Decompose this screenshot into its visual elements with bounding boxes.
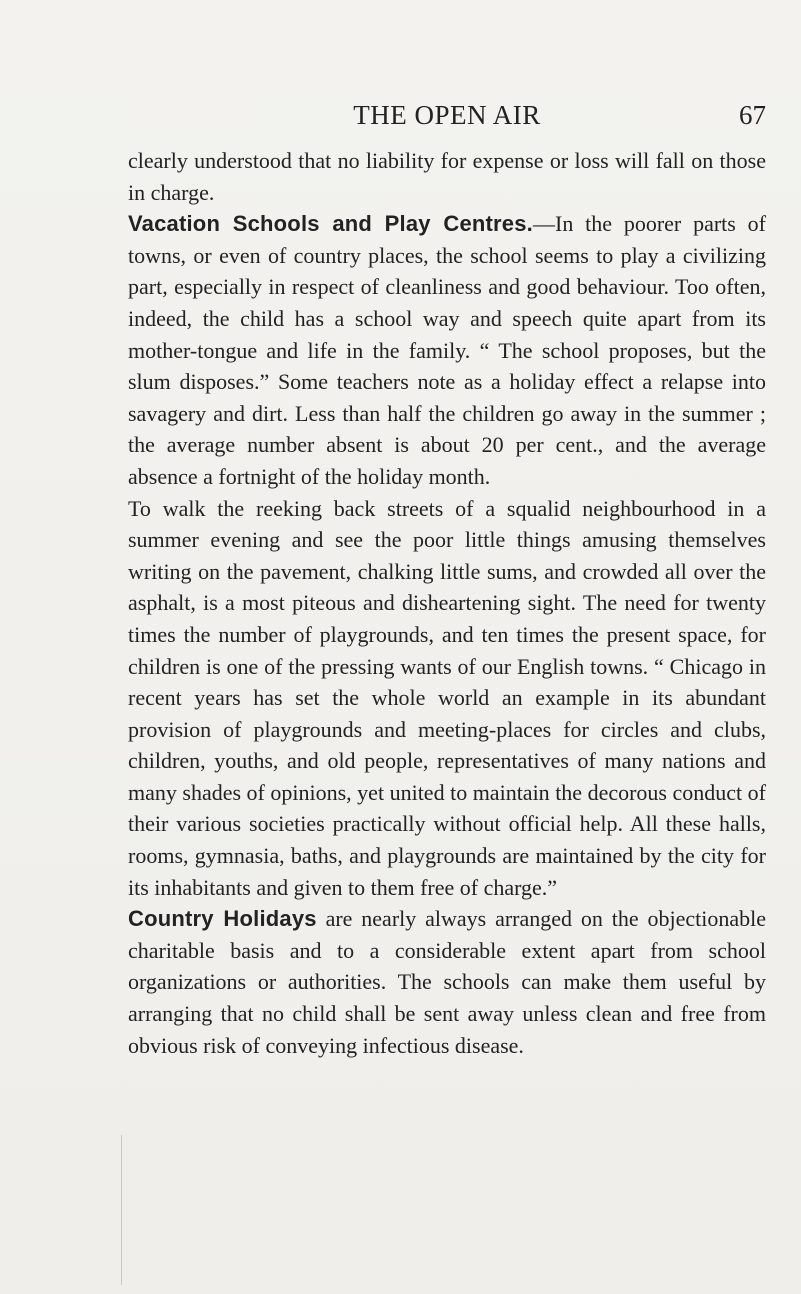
- paragraph-reeking-streets: To walk the reeking back streets of a squalid neighbourhood in a summer evening and see the poor little things amusing themselves writing on the pavement, chalking little sums, and crowded all over the asphalt, is a most piteous and disheartening sight. The need for twenty times the number of playgrounds, and ten times the present space, for children is one of the pressing wants of our English towns. “ Chicago in recent years has set the whole world an example in its abundant provision of playgrounds and meeting-places for circles and clubs, children, youths, and old people, representatives of many nations and many shades of opinions, yet united to maintain the decorous conduct of their various societies practically without official help. All these halls, rooms, gymnasia, baths, and playgrounds are maintained by the city for its inhabitants and given to them free of charge.”: [128, 495, 766, 900]
- section-heading-country-holidays: Country Holidays: [128, 906, 317, 932]
- section-heading-vacation-schools: Vacation Schools and Play Centres.: [128, 211, 533, 237]
- paragraph-text: are nearly always arranged on the objectionable charitable basis and to a considerable extent apart from school organizations or authorities. The schools can make them useful by arranging that no child shall be sent away unless clean and free from obvious risk of conveying infectious disease.: [128, 906, 766, 1058]
- body-text: [128, 145, 766, 1061]
- page-number: 67: [739, 100, 766, 130]
- page-header: [128, 100, 766, 136]
- paragraph-vacation-schools: [128, 208, 766, 492]
- paragraph-text: —In the poorer parts of towns, or even of country places, the school seems to play a civilizing part, especially in respect of cleanliness and good behaviour. Too often, indeed, the child has a school way and speech quite apart from its mother-tongue and life in the family. “ The school proposes, but the slum disposes.” Some teachers note as a holiday effect a relapse into savagery and dirt. Less than half the children go away in the summer ; the average number absent is about 20 per cent., and the average absence a fortnight of the holiday month.: [128, 211, 766, 489]
- paragraph-continuation: clearly understood that no liability for expense or loss will fall on those in charge.: [128, 148, 766, 205]
- paragraph-country-holidays: [128, 903, 766, 1061]
- margin-line: [121, 1135, 122, 1285]
- running-title: THE OPEN AIR: [353, 100, 541, 130]
